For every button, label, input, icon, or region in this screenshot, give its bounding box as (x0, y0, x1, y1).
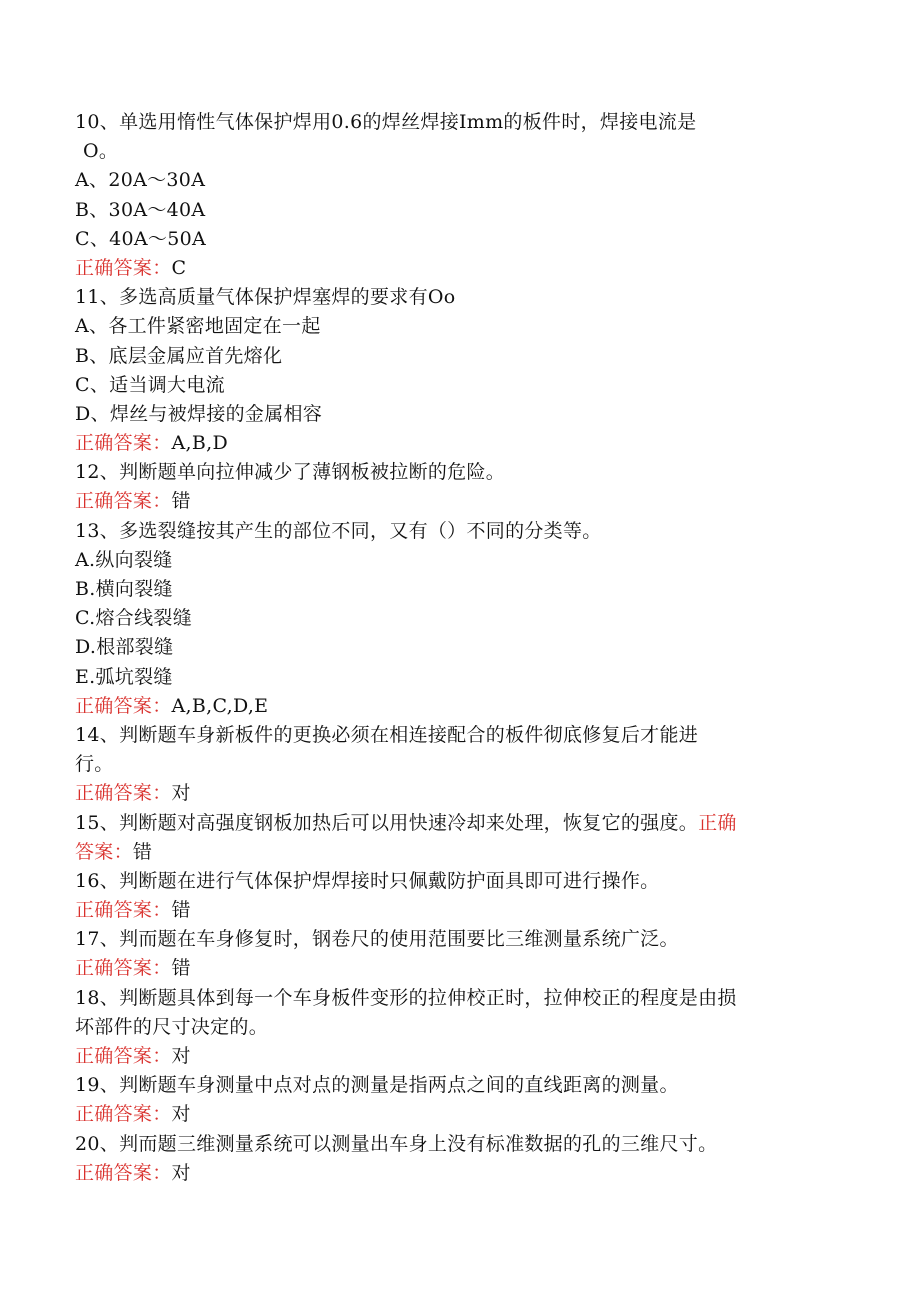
answer-value: C (171, 256, 187, 279)
question-12-answer (75, 487, 835, 516)
question-10-stem: 10、单选用惰性气体保护焊用0.6的焊丝焊接Imm的板件时，焊接电流是 (75, 111, 697, 133)
answer-label: 正确答案： (75, 957, 172, 980)
answer-label-part-2: 答案： (75, 840, 133, 863)
answer-value: 对 (171, 1161, 191, 1184)
answer-label: 正确答案： (75, 1045, 172, 1067)
question-11-stem: 11、多选高质量气体保护焊塞焊的要求有Oo (75, 286, 456, 309)
answer-value: 错 (171, 957, 191, 980)
question-11-option-c: C、适当调大电流 (75, 373, 225, 396)
question-18-stem-cont: 坏部件的尺寸决定的。 (75, 1015, 269, 1038)
question-12-stem: 12、判断题单向拉伸减少了薄钢板被拉断的危险。 (75, 461, 506, 484)
question-19-stem: 19、判断题车身测量中点对点的测量是指两点之间的直线距离的测量。 (75, 1074, 679, 1097)
question-17-answer (75, 954, 835, 983)
question-13-option-c: C.熔合线裂缝 (75, 607, 193, 630)
question-10-option-b: B、30A～40A (75, 198, 206, 221)
answer-label: 正确答案： (75, 782, 172, 805)
question-14-stem: 14、判断题车身新板件的更换必须在相连接配合的板件彻底修复后才能进 (75, 723, 699, 746)
question-15-stem (75, 809, 835, 838)
question-17-stem: 17、判而题在车身修复时，钢卷尺的使用范围要比三维测量系统广泛。 (75, 928, 679, 951)
question-11-answer (75, 429, 835, 458)
question-10-option-c: C、40A～50A (75, 227, 207, 250)
question-10-answer (75, 254, 835, 283)
question-16-stem: 16、判断题在进行气体保护焊焊接时只佩戴防护面具即可进行操作。 (75, 869, 660, 892)
question-13-option-e: E.弧坑裂缝 (75, 665, 173, 688)
question-18-stem: 18、判断题具体到每一个车身板件变形的拉伸校正时，拉伸校正的程度是由损 (75, 986, 737, 1009)
answer-label: 正确答案： (75, 432, 172, 455)
question-10-option-a: A、20A～30A (75, 169, 206, 192)
question-14-stem-cont: 行。 (75, 753, 114, 776)
answer-label: 正确答案： (75, 256, 172, 279)
answer-value: 错 (171, 490, 191, 513)
answer-label: 正确答案： (75, 694, 172, 717)
question-15-stem-text: 15、判断题对高强度钢板加热后可以用快速冷却来处理，恢复它的强度。 (75, 811, 699, 834)
answer-label: 正确答案： (75, 1103, 172, 1126)
answer-label: 正确答案： (75, 1161, 172, 1184)
answer-value: 对 (171, 1103, 191, 1126)
question-13-answer (75, 692, 835, 721)
answer-value: 对 (171, 782, 191, 805)
question-13-stem: 13、多选裂缝按其产生的部位不同，又有（）不同的分类等。 (75, 519, 602, 542)
answer-value: 对 (171, 1045, 191, 1067)
answer-value: 错 (132, 840, 153, 863)
answer-label: 正确答案： (75, 490, 172, 513)
answer-value: A,B,C,D,E (171, 694, 269, 717)
question-11-option-a: A、各工件紧密地固定在一起 (75, 315, 321, 338)
question-15-answer (75, 838, 835, 867)
question-13-option-a: A.纵向裂缝 (75, 548, 173, 571)
question-11-option-b: B、底层金属应首先熔化 (75, 344, 283, 367)
answer-value: 错 (171, 899, 191, 922)
question-11-option-d: D、焊丝与被焊接的金属相容 (75, 402, 323, 425)
question-document (75, 108, 835, 1188)
answer-value: A,B,D (171, 432, 229, 455)
question-13-option-d: D.根部裂缝 (75, 636, 174, 659)
question-20-answer (75, 1159, 835, 1188)
question-10-stem-cont: O。 (83, 140, 119, 163)
question-16-answer (75, 896, 835, 925)
question-18-answer (75, 1042, 835, 1071)
answer-label: 正确答案： (75, 899, 172, 922)
question-20-stem: 20、判而题三维测量系统可以测量出车身上没有标准数据的孔的三维尺寸。 (75, 1132, 718, 1155)
question-13-option-b: B.横向裂缝 (75, 578, 173, 600)
question-19-answer (75, 1100, 835, 1129)
question-14-answer (75, 779, 835, 808)
answer-label-part-1: 正确 (698, 811, 737, 834)
